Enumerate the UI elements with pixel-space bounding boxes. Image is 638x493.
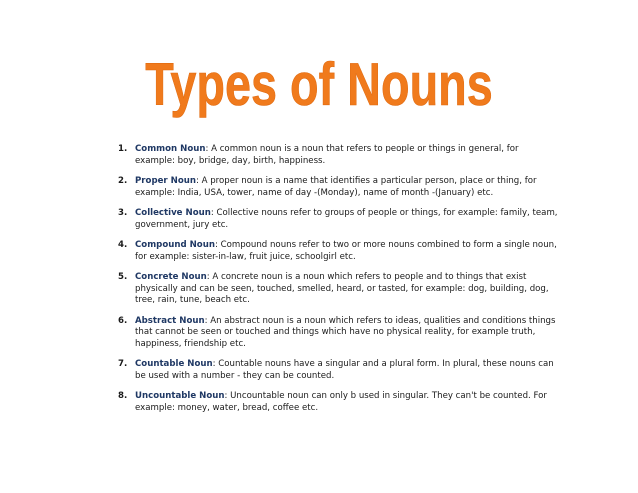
list-item-countable-noun [118,359,558,382]
page-title: Types of Nouns [145,51,493,118]
item-number: 6. [118,315,128,326]
item-description: : An abstract noun is a noun which refers to ideas, qualities and conditions things that cannot be seen or touched and things which have no physical reality, for example truth, happiness, friendship etc. [135,315,556,349]
item-description: : Compound nouns refer to two or more nouns combined to form a single noun, for example: sister-in-law, fruit juice, schoolgirl etc. [135,240,557,262]
item-description: : Countable nouns have a singular and a plural form. In plural, these nouns can be used with a number - they can be counted. [135,359,554,381]
item-number: 4. [118,240,128,250]
list-item-collective-noun [118,208,558,231]
item-number: 1. [118,144,128,154]
item-term: Common Noun [135,144,206,154]
item-term: Concrete Noun [135,272,207,282]
item-term: Countable Noun [135,359,213,369]
item-number: 7. [118,359,128,369]
item-description: : Collective nouns refer to groups of people or things, for example: family, team, government, jury etc. [135,208,558,230]
item-term: Proper Noun [135,176,196,186]
item-number: 2. [118,176,128,186]
item-number: 5. [118,272,128,282]
list-item-concrete-noun [118,272,558,307]
list-item-common-noun [118,144,558,167]
list-item-proper-noun [118,176,558,199]
item-description: : A proper noun is a name that identifies a particular person, place or thing, for example: India, USA, tower, name of day -(Monday), name of month -(January) etc. [135,176,537,198]
noun-types-list [118,144,558,423]
list-item-uncountable-noun [118,391,558,414]
item-term: Abstract Noun [135,315,205,326]
item-term: Collective Noun [135,208,211,218]
item-term: Uncountable Noun [135,391,225,401]
item-number: 3. [118,208,128,218]
list-item-abstract-noun [118,316,558,351]
list-item-compound-noun [118,240,558,263]
item-term: Compound Noun [135,240,215,250]
item-description: : A concrete noun is a noun which refers to people and to things that exist physically and can be seen, touched, smelled, heard, or tasted, for example: dog, building, dog, tree, rain, tune, beach etc. [135,272,549,305]
item-description: : Uncountable noun can only b used in singular. They can't be counted. For example: money, water, bread, coffee etc. [135,391,547,413]
item-description: : A common noun is a noun that refers to people or things in general, for example: boy, bridge, day, birth, happiness. [135,144,519,166]
item-number: 8. [118,391,128,401]
